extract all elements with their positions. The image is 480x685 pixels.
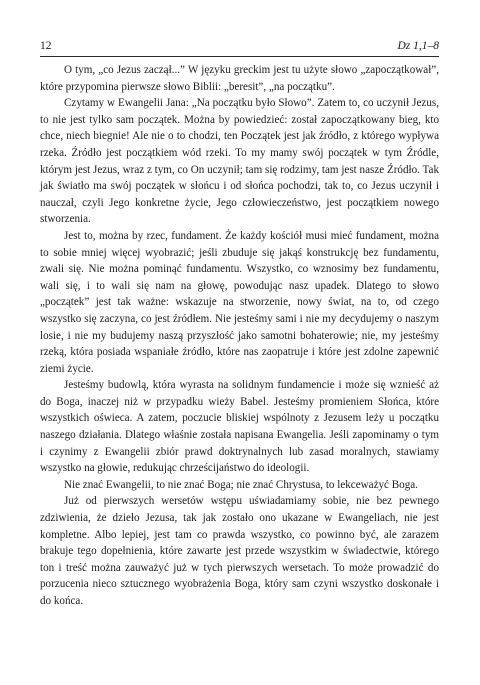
paragraph: Czytamy w Ewangelii Jana: „Na początku było Słowo”. Zatem to, co uczynił Jezus, to nie jest tylko sam początek. Można by powiedzieć: został zapoczątkowany bieg, kto chce, niech biegnie! Ale nie o to chodzi, ten Początek jest jak źródło, z którego wypływa rzeka. Źródło jest początkiem wód rzeki. To my mamy swój początek w tym Źródle, którym jest Jezus, wraz z tym, co On uczynił; tam się rodzimy, tam jest nasze Źródło. Tak jak światło ma swój początek w słońcu i od słońca pochodzi, tak to, co Jezus uczynił i nauczał, czyli Jego konkretne życie, Jego człowieczeństwo, jest początkiem nowego stworzenia. [40, 97, 439, 226]
paragraph: Już od pierwszych wersetów wstępu uświadamiamy sobie, nie bez pewnego zdziwienia, że dzieło Jezusa, tak jak zostało ono ukazane w Ewangeliach, nie jest kompletne. Albo lepiej, jest tam co prawda wszystko, co powinno być, ale zarazem brakuje tego dopełnienia, które zawarte jest przede wszystkim w świadectwie, którego ton i treść można zauważyć już w tych pierwszych wersetach. To może prowadzić do porzucenia nieco sztucznego wyobrażenia Boga, który sam czyni wszystko doskonałe i do końca. [40, 495, 439, 607]
paragraph: Jesteśmy budowlą, która wyrasta na solidnym fundamencie i może się wznieść aż do Boga, inaczej niż w przypadku wieży Babel. Jesteśmy promieniem Słońca, które wszystkich oświeca. A zatem, poczucie bliskiej wspólnoty z Jezusem leży u początku naszego działania. Dlatego właśnie została napisana Ewangelia. Jeśli zapominamy o tym i czynimy z Ewangelii zbiór prawd doktrynalnych lub zasad moralnych, stawiamy wszystko na głowie, redukując chrześcijaństwo do ideologii. [40, 379, 439, 475]
header-rule [40, 56, 439, 57]
page-header [40, 40, 439, 53]
running-title: Dz 1,1–8 [397, 40, 439, 52]
page-number: 12 [40, 40, 52, 52]
paragraph: O tym, „co Jezus zaczął...” W języku greckim jest tu użyte słowo „zapoczątkował”, które przypomina pierwsze słowo Biblii: „beresit”, „na początku”. [40, 64, 439, 93]
paragraph: Jest to, można by rzec, fundament. Że każdy kościół musi mieć fundament, można to sobie mniej więcej wyobrazić; jeśli zbuduje się jakąś konstrukcję bez fundamentu, zwali się. Nie można pominąć fundamentu. Wszystko, co wznosimy bez fundamentu, wali się, i to wali się nam na głowę, powodując nasz upadek. Dlatego to słowo „początek” jest tak ważne: wskazuje na stworzenie, nowy świat, na to, od czego wszystko się zaczyna, co jest źródłem. Nie jesteśmy sami i nie my decydujemy o naszym losie, i nie my budujemy naszą przyszłość jako samotni bohaterowie; nie, my jesteśmy rzeką, która posiada wspaniałe źródło, które nas zaopatruje i które jest zdolne zapewnić ziemi życie. [40, 229, 439, 375]
paragraph: Nie znać Ewangelii, to nie znać Boga; nie znać Chrystusa, to lekceważyć Boga. [64, 478, 418, 491]
page-body [40, 62, 439, 610]
